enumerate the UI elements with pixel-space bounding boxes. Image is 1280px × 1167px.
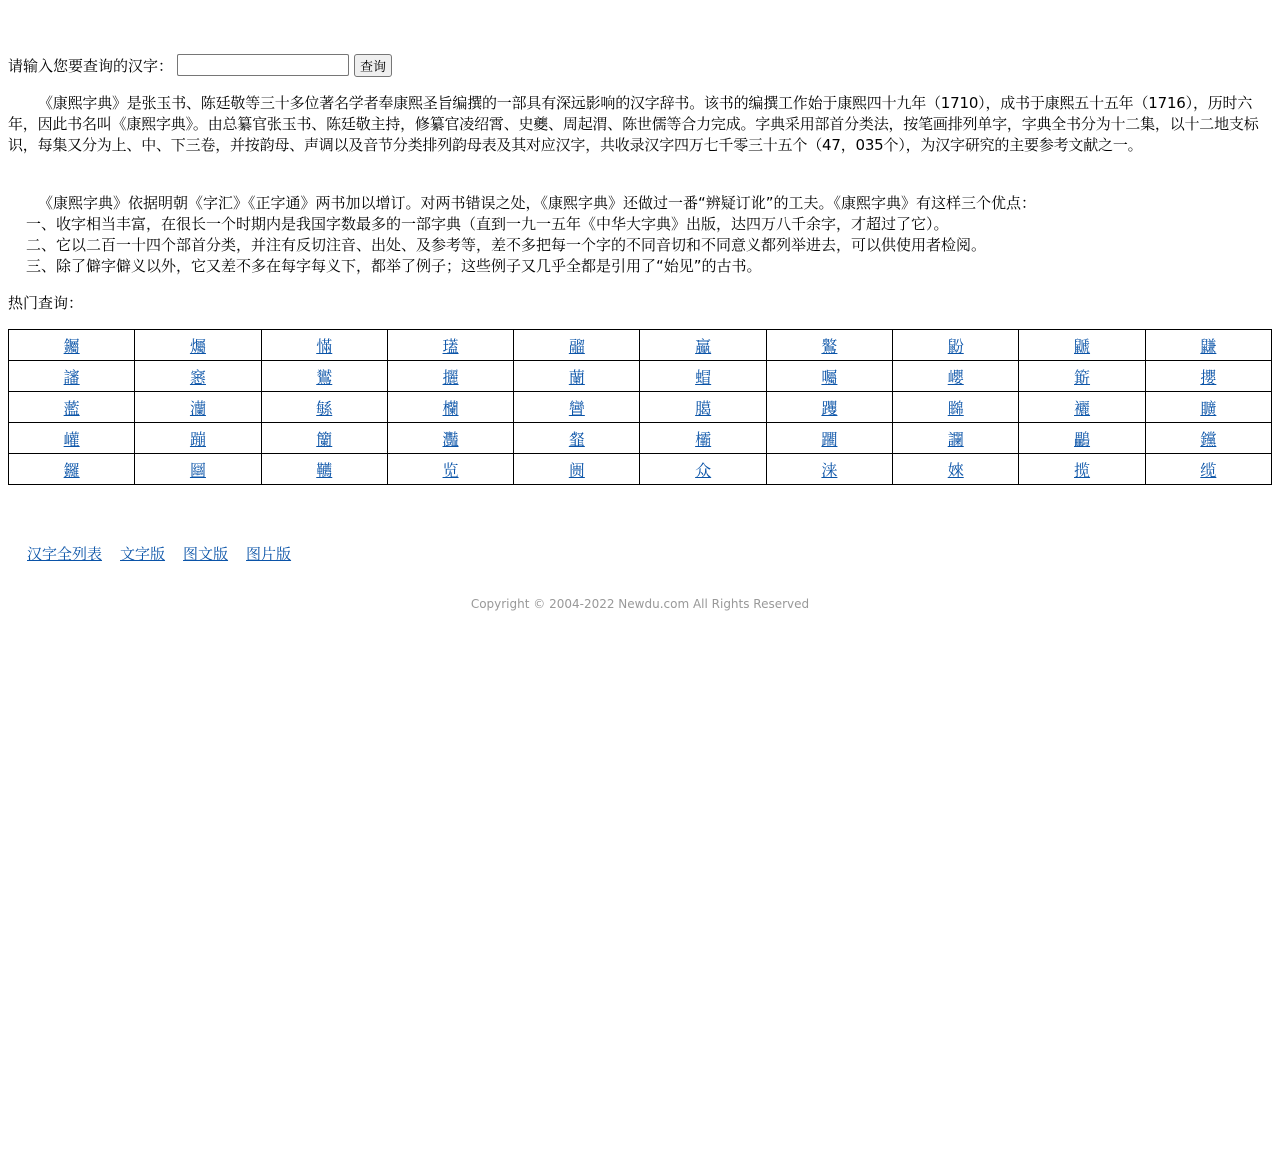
hot-char-link[interactable]: 欗: [442, 398, 459, 418]
hot-char-link[interactable]: 讕: [947, 429, 964, 449]
hot-char-link[interactable]: 灩: [442, 429, 459, 449]
search-bar: [8, 52, 392, 78]
hot-queries-heading: 热门查询：: [8, 294, 84, 312]
table-cell: [261, 454, 387, 485]
hot-char-link[interactable]: 籣: [316, 429, 333, 449]
hot-char-link[interactable]: 鼶: [1074, 336, 1091, 356]
table-cell: [514, 423, 640, 454]
table-cell: [1145, 330, 1271, 361]
table-cell: [893, 423, 1019, 454]
hot-char-link[interactable]: 览: [442, 460, 459, 480]
hot-char-link[interactable]: 鑼: [63, 460, 80, 480]
hot-char-link[interactable]: 鸑: [316, 367, 333, 387]
hot-char-link[interactable]: 蘫: [63, 398, 80, 418]
hot-queries-table: [8, 329, 1272, 485]
table-cell: [640, 392, 766, 423]
hot-char-link[interactable]: 矊: [947, 398, 964, 418]
table-cell: [9, 392, 135, 423]
hot-char-link[interactable]: 攦: [442, 367, 459, 387]
table-cell: [387, 423, 513, 454]
table-cell: [9, 361, 135, 392]
hot-char-link[interactable]: 蝐: [695, 367, 712, 387]
hot-char-link[interactable]: 鼢: [947, 336, 964, 356]
hot-char-link[interactable]: 缆: [1200, 460, 1217, 480]
hot-char-link[interactable]: 瓂: [442, 336, 459, 356]
table-row: [9, 454, 1272, 485]
hot-char-link[interactable]: 矕: [568, 398, 585, 418]
merit-item-3: 三、除了僻字僻义以外，它又差不多在每字每义下，都举了例子；这些例子又几乎全都是引用了“始见”的古书。: [26, 257, 762, 275]
hot-char-link[interactable]: 慲: [316, 336, 333, 356]
table-cell: [893, 454, 1019, 485]
table-cell: [766, 392, 892, 423]
table-cell: [1145, 454, 1271, 485]
table-cell: [135, 361, 261, 392]
hot-char-link[interactable]: 簛: [1074, 367, 1091, 387]
hot-char-link[interactable]: 鸁: [695, 336, 712, 356]
hot-char-link[interactable]: 欛: [695, 429, 712, 449]
table-cell: [135, 330, 261, 361]
table-cell: [1019, 423, 1145, 454]
hot-char-link[interactable]: 襹: [1074, 398, 1091, 418]
table-cell: [640, 361, 766, 392]
hot-char-link[interactable]: 灡: [189, 398, 206, 418]
merit-item-2: 二、它以二百一十四个部首分类，并注有反切注音、出处、及参考等，差不多把每一个字的不同音切和不同意义都列举进去，可以供使用者检阅。: [26, 236, 987, 254]
footer-link-image-version[interactable]: 图片版: [246, 545, 292, 563]
table-cell: [1019, 330, 1145, 361]
hot-char-link[interactable]: 揽: [1074, 460, 1091, 480]
hot-char-link[interactable]: 涞: [821, 460, 838, 480]
table-cell: [893, 392, 1019, 423]
table-cell: [1145, 392, 1271, 423]
hot-char-link[interactable]: 攖: [1200, 367, 1217, 387]
hot-char-link[interactable]: 钃: [63, 336, 80, 356]
table-row: [9, 330, 1272, 361]
table-row: [9, 361, 1272, 392]
hot-char-link[interactable]: 蘭: [568, 367, 585, 387]
hot-char-link[interactable]: 众: [695, 460, 712, 480]
table-cell: [893, 361, 1019, 392]
table-cell: [387, 361, 513, 392]
table-cell: [514, 392, 640, 423]
hot-char-link[interactable]: 鼸: [1200, 336, 1217, 356]
table-cell: [893, 330, 1019, 361]
hot-char-link[interactable]: 蹦: [189, 429, 206, 449]
footer-link-illustrated-version[interactable]: 图文版: [183, 545, 229, 563]
table-cell: [135, 423, 261, 454]
table-cell: [514, 361, 640, 392]
merits-section: [8, 193, 1272, 277]
hot-char-link[interactable]: 臈: [695, 398, 712, 418]
table-cell: [387, 330, 513, 361]
hot-char-link[interactable]: 阓: [568, 460, 585, 480]
table-cell: [261, 423, 387, 454]
table-cell: [1145, 423, 1271, 454]
table-cell: [261, 361, 387, 392]
hot-char-link[interactable]: 圝: [189, 460, 206, 480]
hot-char-link[interactable]: 鬸: [568, 336, 585, 356]
hot-char-link[interactable]: 緐: [316, 398, 333, 418]
hot-char-link[interactable]: 躙: [821, 429, 838, 449]
copyright: Copyright © 2004-2022 Newdu.com All Rights Reserved: [470, 597, 810, 611]
table-cell: [1019, 454, 1145, 485]
hot-char-link[interactable]: 钂: [1200, 429, 1217, 449]
table-cell: [640, 454, 766, 485]
footer-links: [27, 543, 291, 565]
table-cell: [1019, 392, 1145, 423]
hot-char-link[interactable]: 囑: [821, 367, 838, 387]
hot-char-link[interactable]: 韉: [316, 460, 333, 480]
merit-item-1: 一、收字相当丰富，在很长一个时期内是我国字数最多的一部字典（直到一九一五年《中华大字典》出版，达四万八千余字，才超过了它）。: [26, 215, 949, 233]
search-input[interactable]: [177, 54, 349, 76]
table-cell: [1145, 361, 1271, 392]
table-cell: [387, 454, 513, 485]
table-cell: [135, 454, 261, 485]
hot-char-link[interactable]: 矌: [1200, 398, 1217, 418]
table-cell: [766, 454, 892, 485]
hot-char-link[interactable]: 巏: [63, 429, 80, 449]
intro-paragraph: 《康熙字典》是张玉书、陈廷敬等三十多位著名学者奉康熙圣旨编撰的一部具有深远影响的汉字辞书。该书的编撰工作始于康熙四十九年（1710），成书于康熙五十五年（1716），历时六年，因此书名叫《康熙字典》。由总纂官张玉书、陈廷敬主持，修纂官凌绍霄、史夔、周起渭、陈世儒等合力完成。字典采用部首分类法，按笔画排列单字，字典全书分为十二集，以十二地支标识，每集又分为上、中、下三卷，并按韵母、声调以及音节分类排列韵母表及其对应汉字，共收录汉字四万七千零三十五个（47，035个），为汉字研究的主要参考文献之一。: [8, 94, 1259, 154]
search-button[interactable]: 查询: [354, 54, 392, 77]
table-cell: [766, 330, 892, 361]
table-cell: [1019, 361, 1145, 392]
hot-char-link[interactable]: 婡: [947, 460, 964, 480]
table-cell: [766, 361, 892, 392]
table-cell: [766, 423, 892, 454]
hot-char-link[interactable]: 韰: [568, 429, 585, 449]
table-cell: [9, 423, 135, 454]
footer-link-text-version[interactable]: 文字版: [120, 545, 166, 563]
table-cell: [9, 330, 135, 361]
hot-char-link[interactable]: 讅: [63, 367, 80, 387]
table-row: [9, 423, 1272, 454]
table-row: [9, 392, 1272, 423]
hot-char-link[interactable]: 爥: [189, 336, 206, 356]
table-cell: [640, 423, 766, 454]
table-cell: [514, 330, 640, 361]
table-cell: [261, 392, 387, 423]
table-cell: [9, 454, 135, 485]
search-label: 请输入您要查询的汉字：: [8, 56, 174, 75]
footer-link-all-chars[interactable]: 汉字全列表: [27, 545, 103, 563]
hot-char-link[interactable]: 窸: [189, 367, 206, 387]
hot-char-link[interactable]: 鸓: [1074, 429, 1091, 449]
merits-lead: 《康熙字典》依据明朝《字汇》《正字通》两书加以增订。对两书错误之处，《康熙字典》还做过一番“辨疑订讹”的工夫。《康熙字典》有这样三个优点：: [38, 194, 1037, 212]
table-cell: [387, 392, 513, 423]
hot-char-link[interactable]: 躩: [821, 398, 838, 418]
table-cell: [640, 330, 766, 361]
table-cell: [261, 330, 387, 361]
hot-char-link[interactable]: 巊: [947, 367, 964, 387]
hot-char-link[interactable]: 鸄: [821, 336, 838, 356]
table-cell: [514, 454, 640, 485]
table-cell: [135, 392, 261, 423]
